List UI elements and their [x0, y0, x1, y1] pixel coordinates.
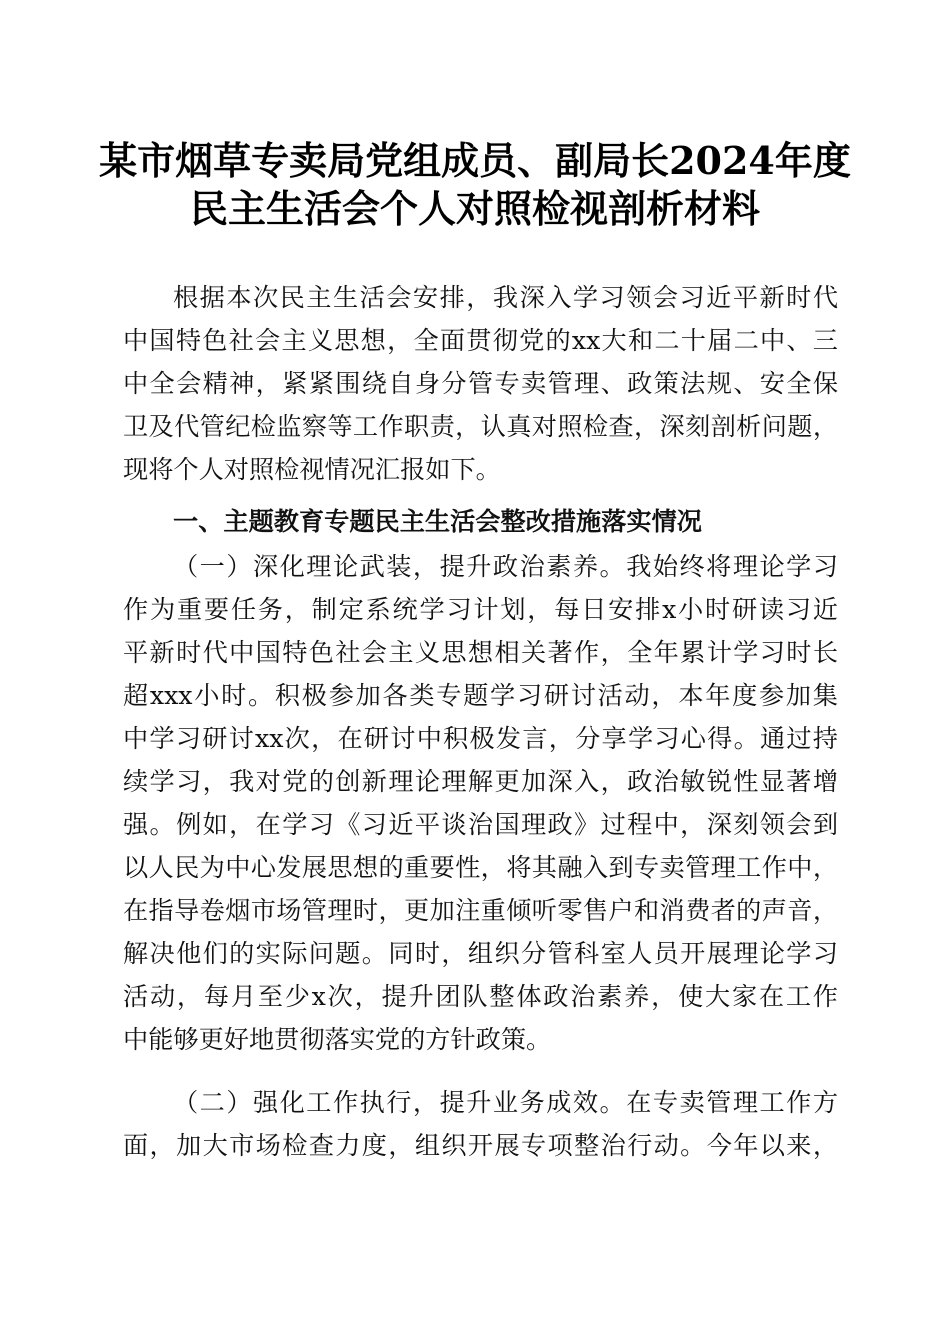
paragraph-line: 活动，每月至少x次，提升团队整体政治素养，使大家在工作 [123, 982, 838, 1011]
part-2-paragraph [123, 1081, 838, 1167]
section-heading [123, 500, 838, 543]
paragraph-line: （二）强化工作执行，提升业务成效。在专卖管理工作方 [173, 1088, 838, 1117]
intro-paragraph [123, 276, 838, 491]
paragraph-line: （一）深化理论武装，提升政治素养。我始终将理论学习 [173, 552, 838, 581]
paragraph-line: 中学习研讨xx次，在研讨中积极发言，分享学习心得。通过持 [123, 724, 838, 753]
document-title-line-2: 民主生活会个人对照检视剖析材料 [189, 186, 760, 231]
paragraph-line: 中国特色社会主义思想，全面贯彻党的xx大和二十届二中、三 [123, 326, 838, 355]
document-title-line-1: 某市烟草专卖局党组成员、副局长2024年度 [99, 138, 851, 183]
paragraph-line: 面，加大市场检查力度，组织开展专项整治行动。今年以来， [123, 1131, 838, 1160]
paragraph-line: 中全会精神，紧紧围绕自身分管专卖管理、政策法规、安全保 [123, 369, 838, 398]
paragraph-line: 中能够更好地贯彻落实党的方针政策。 [123, 1025, 552, 1054]
part-1-paragraph [123, 545, 838, 1061]
paragraph-line: 续学习，我对党的创新理论理解更加深入，政治敏锐性显著增 [123, 767, 838, 796]
paragraph-line: 强。例如，在学习《习近平谈治国理政》过程中，深刻领会到 [123, 810, 838, 839]
paragraph-line: 根据本次民主生活会安排，我深入学习领会习近平新时代 [173, 283, 838, 312]
paragraph-line: 解决他们的实际问题。同时，组织分管科室人员开展理论学习 [123, 939, 838, 968]
section-heading-text: 一、主题教育专题民主生活会整改措施落实情况 [173, 507, 702, 536]
paragraph-line: 卫及代管纪检监察等工作职责，认真对照检查，深刻剖析问题， [123, 412, 838, 441]
paragraph-line: 平新时代中国特色社会主义思想相关著作，全年累计学习时长 [123, 638, 838, 667]
paragraph-line: 以人民为中心发展思想的重要性，将其融入到专卖管理工作中， [123, 853, 838, 882]
paragraph-line: 作为重要任务，制定系统学习计划，每日安排x小时研读习近 [123, 595, 838, 624]
paragraph-line: 超xxx小时。积极参加各类专题学习研讨活动，本年度参加集 [123, 681, 838, 710]
paragraph-line: 在指导卷烟市场管理时，更加注重倾听零售户和消费者的声音， [123, 896, 838, 925]
paragraph-line: 现将个人对照检视情况汇报如下。 [123, 455, 501, 484]
